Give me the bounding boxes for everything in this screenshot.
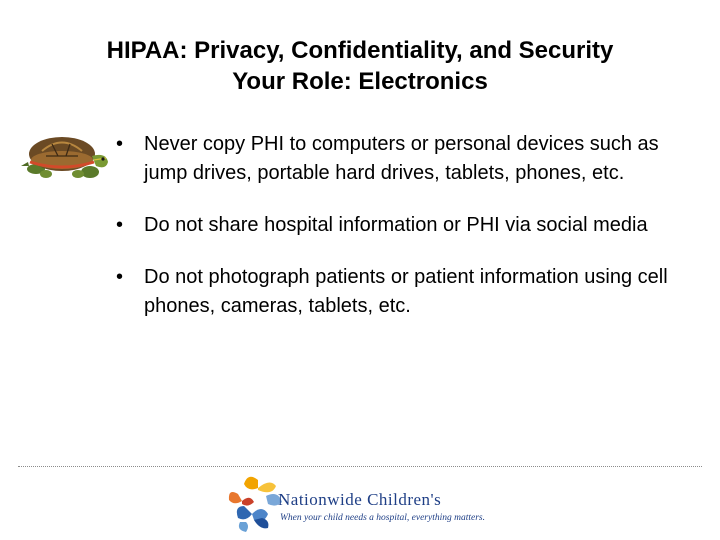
bullet-list — [112, 130, 702, 321]
logo-wordmark: Nationwide Children's — [278, 490, 442, 509]
list-item — [112, 211, 702, 240]
bullet-marker: • — [116, 214, 124, 236]
bullet-text: Do not share hospital information or PHI via social media — [144, 214, 648, 236]
bullet-marker: • — [116, 266, 124, 288]
bullet-marker: • — [116, 133, 124, 155]
title-line-1: HIPAA: Privacy, Confidentiality, and Security — [106, 37, 614, 64]
footer-divider — [18, 466, 702, 467]
list-item — [112, 263, 702, 321]
slide-title — [0, 35, 720, 97]
title-line-2: Your Role: Electronics — [232, 68, 488, 95]
bullet-text: Never copy PHI to computers or personal devices such as jump drives, portable hard drives, tablets, phones, etc. — [144, 133, 659, 184]
list-item — [112, 130, 702, 188]
nationwide-childrens-logo — [226, 474, 486, 534]
turtle-icon — [20, 126, 112, 186]
logo-tagline: When your child needs a hospital, everything matters. — [280, 513, 486, 523]
bullet-text: Do not photograph patients or patient information using cell phones, cameras, tablets, etc. — [144, 266, 668, 317]
